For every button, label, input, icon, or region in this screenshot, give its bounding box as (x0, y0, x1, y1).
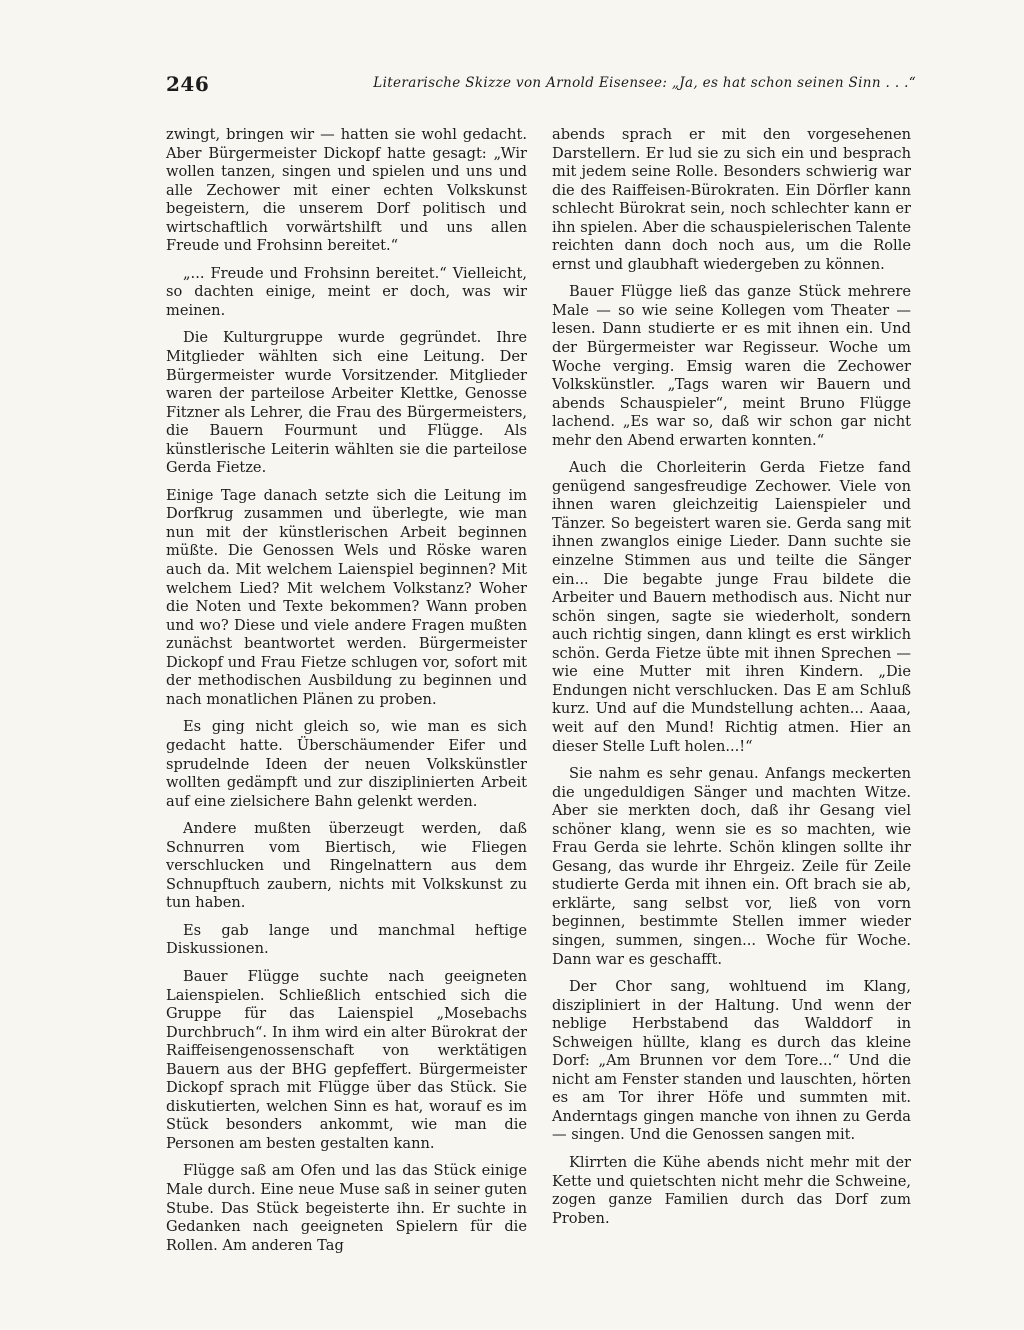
page-header (166, 72, 916, 98)
right-column (552, 126, 911, 1237)
paragraph: „... Freude und Frohsinn bereitet.“ Vielleicht, so dachten einige, meint er doch, was wir meinen. (166, 264, 527, 319)
paragraph: Auch die Chorleiterin Gerda Fietze fand genügend sangesfreudige Zechower. Viele von ihnen waren gleichzeitig Laienspieler und Tänzer. So begeistert waren sie. Gerda sang mit ihnen zwanglos einige Lieder. Dann suchte sie einzelne Stimmen aus und teilte die Sänger ein... Die begabte junge Frau bildete die Arbeiter und Bauern methodisch aus. Nicht nur schön singen, sagte sie wiederholt, sondern auch richtig singen, dann klingt es erst wirklich schön. Gerda Fietze übte mit ihnen Sprechen — wie eine Mutter mit ihren Kindern. „Die Endungen nicht verschlucken. Das E am Schluß kurz. Und auf die Mundstellung achten... Aaaa, weit auf den Mund! Richtig atmen. Hier an dieser Stelle Luft holen...!“ (552, 459, 911, 755)
paragraph: Der Chor sang, wohltuend im Klang, diszipliniert in der Haltung. Und wenn der neblige Herbstabend das Walddorf in Schweigen hüllte, klang es durch das kleine Dorf: „Am Brunnen vor dem Tore...“ Und die nicht am Fenster standen und lauschten, hörten es am Tor ihrer Höfe und summten mit. Anderntags gingen manche von ihnen zu Gerda — singen. Und die Genossen sangen mit. (552, 978, 911, 1144)
paragraph: Flügge saß am Ofen und las das Stück einige Male durch. Eine neue Muse saß in seiner guten Stube. Das Stück begeisterte ihn. Er suchte in Gedanken nach geeigneten Spielern für die Rollen. Am anderen Tag (166, 1162, 527, 1254)
paragraph: Andere mußten überzeugt werden, daß Schnurren vom Biertisch, wie Fliegen verschlucken und Ringelnattern aus dem Schnupftuch zaubern, nichts mit Volkskunst zu tun haben. (166, 820, 527, 912)
paragraph: abends sprach er mit den vorgesehenen Darstellern. Er lud sie zu sich ein und besprach mit jedem seine Rolle. Besonders schwierig war die des Raiffeisen-Bürokraten. Ein Dörfler kann schlecht Bürokrat sein, noch schlechter kann er ihn spielen. Aber die schauspielerischen Talente reichten dann doch noch aus, um die Rolle ernst und glaubhaft wiedergeben zu können. (552, 126, 911, 273)
paragraph: Sie nahm es sehr genau. Anfangs meckerten die ungeduldigen Sänger und machten Witze. Aber sie merkten doch, daß ihr Gesang viel schöner klang, wenn sie es so machten, wie Frau Gerda sie lehrte. Schön klingen sollte ihr Gesang, das wurde ihr Ehrgeiz. Zeile für Zeile studierte Gerda mit ihnen ein. Oft brach sie ab, erklärte, sang selbst vor, ließ von vorn beginnen, bestimmte Stellen immer wieder singen, summen, singen... Woche für Woche. Dann war es geschafft. (552, 765, 911, 968)
paragraph: Einige Tage danach setzte sich die Leitung im Dorfkrug zusammen und überlegte, wie man nun mit der künstlerischen Arbeit beginnen müßte. Die Genossen Wels und Röske waren auch da. Mit welchem Laienspiel beginnen? Mit welchem Lied? Mit welchem Volkstanz? Woher die Noten und Texte bekommen? Wann proben und wo? Diese und viele andere Fragen mußten zunächst beantwortet werden. Bürgermeister Dickopf und Frau Fietze schlugen vor, sofort mit der methodischen Ausbildung zu beginnen und nach monatlichen Plänen zu proben. (166, 486, 527, 708)
paragraph: Bauer Flügge ließ das ganze Stück mehrere Male — so wie seine Kollegen vom Theater — lesen. Dann studierte er es mit ihnen ein. Und der Bürgermeister war Regisseur. Woche um Woche verging. Emsig waren die Zechower Volkskünstler. „Tags waren wir Bauern und abends Schauspieler“, meint Bruno Flügge lachend. „Es war so, daß wir schon gar nicht mehr den Abend erwarten konnten.“ (552, 283, 911, 449)
paragraph: zwingt, bringen wir — hatten sie wohl gedacht. Aber Bürgermeister Dickopf hatte gesagt: „Wir wollen tanzen, singen und spielen und uns und alle Zechower mit einer echten Volkskunst begeistern, die unserem Dorf politisch und wirtschaftlich vorwärtshilft und uns allen Freude und Frohsinn bereitet.“ (166, 126, 527, 255)
paragraph: Es gab lange und manchmal heftige Diskussionen. (166, 921, 527, 958)
paragraph: Klirrten die Kühe abends nicht mehr mit der Kette und quietschten nicht mehr die Schweine, zogen ganze Familien durch das Dorf zum Proben. (552, 1153, 911, 1227)
paragraph: Bauer Flügge suchte nach geeigneten Laienspielen. Schließlich entschied sich die Gruppe für das Laienspiel „Mosebachs Durchbruch“. In ihm wird ein alter Bürokrat der Raiffeisengenossenschaft von werktätigen Bauern aus der BHG gepfeffert. Bürgermeister Dickopf sprach mit Flügge über das Stück. Sie diskutierten, welchen Sinn es hat, worauf es im Stück besonders ankommt, wie man die Personen am besten gestalten kann. (166, 967, 527, 1152)
paragraph: Es ging nicht gleich so, wie man es sich gedacht hatte. Überschäumender Eifer und sprudelnde Ideen der neuen Volkskünstler wollten gedämpft und zur disziplinierten Arbeit auf eine zielsichere Bahn gelenkt werden. (166, 718, 527, 810)
left-column (166, 126, 527, 1264)
page-number: 246 (166, 72, 210, 96)
paragraph: Die Kulturgruppe wurde gegründet. Ihre Mitglieder wählten sich eine Leitung. Der Bürgermeister wurde Vorsitzender. Mitglieder waren der parteilose Arbeiter Klettke, Genosse Fitzner als Lehrer, die Frau des Bürgermeisters, die Bauern Fourmunt und Flügge. Als künstlerische Leiterin wählten sie die parteilose Gerda Fietze. (166, 329, 527, 477)
running-head: Literarische Skizze von Arnold Eisensee: „Ja, es hat schon seinen Sinn . . .“ (373, 75, 916, 91)
